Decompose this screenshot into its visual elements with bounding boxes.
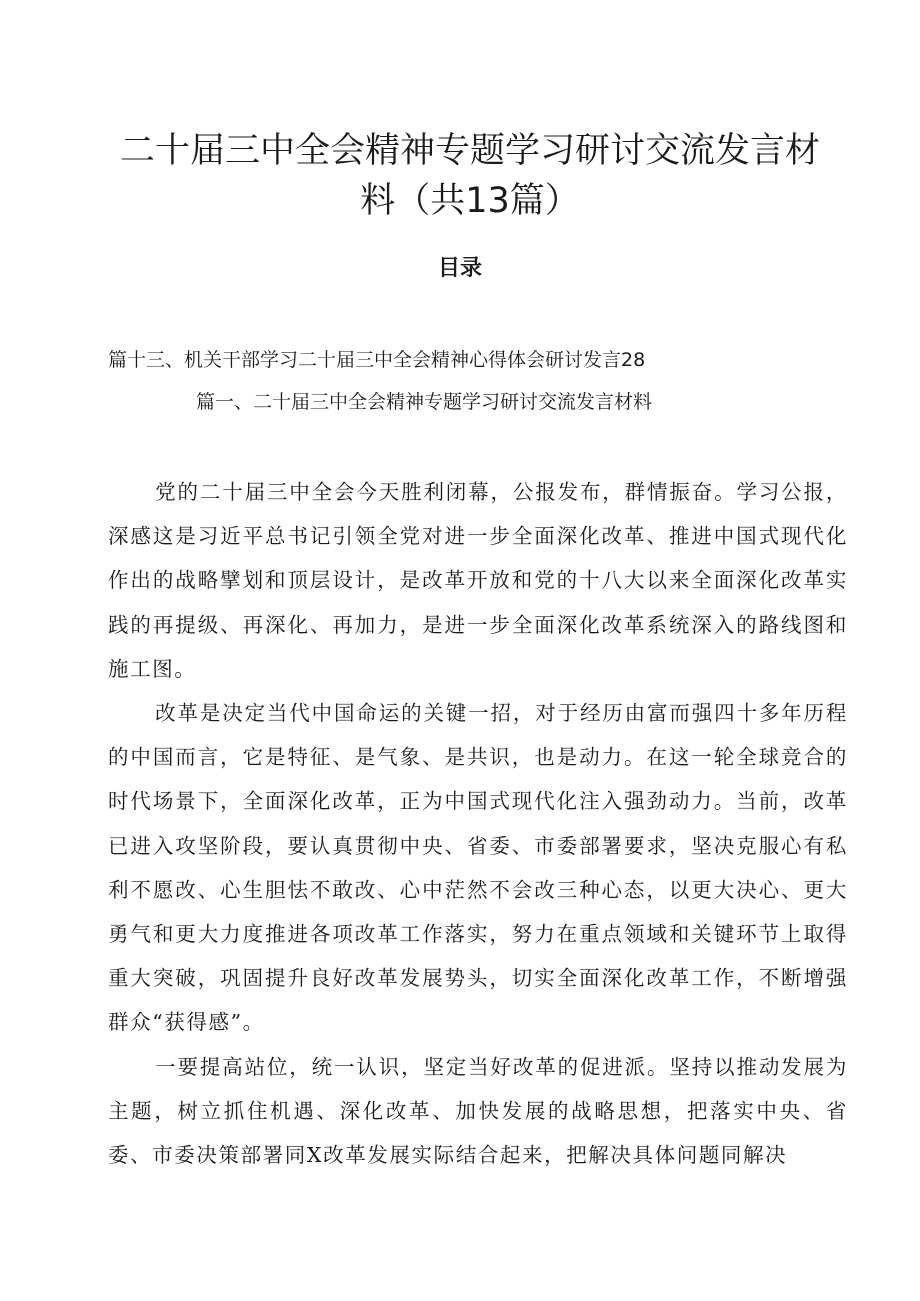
paragraph: 党的二十届三中全会今天胜利闭幕，公报发布，群情振奋。学习公报，深感这是习近平总书记引领全党对进一步全面深化改革、推进中国式现代化作出的战略擘划和顶层设计，是改革开放和党的十八大以来全面深化改革实践的再提级、再深化、再加力，是进一步全面深化改革系统深入的路线图和施工图。	[108, 480, 848, 681]
document-title: 二十届三中全会精神专题学习研讨交流发言材料（共13篇）	[120, 131, 821, 221]
paragraph: 改革是决定当代中国命运的关键一招，对于经历由富而强四十多年历程的中国而言，它是特征、是气象、是共识，也是动力。在这一轮全球竞合的时代场景下，全面深化改革，正为中国式现代化注入强劲动力。当前，改革已进入攻坚阶段，要认真贯彻中央、省委、市委部署要求，坚决克服心有私利不愿改、心生胆怯不敢改、心中茫然不会改三种心态，以更大决心、更大勇气和更大力度推进各项改革工作落实，努力在重点领域和关键环节上取得重大突破，巩固提升良好改革发展势头，切实全面深化改革工作，不断增强群众“获得感”。	[108, 701, 848, 1035]
toc-heading: 目录	[437, 256, 482, 281]
body-text	[108, 470, 848, 1177]
section-title: 篇一、二十届三中全会精神专题学习研讨交流发言材料	[196, 391, 653, 413]
paragraph: 一要提高站位，统一认识，坚定当好改革的促进派。坚持以推动发展为主题，树立抓住机遇、深化改革、加快发展的战略思想，把落实中央、省委、市委决策部署同X改革发展实际结合起来，把解决具体问题同解决	[108, 1054, 848, 1168]
toc-entry[interactable]: 篇十三、机关干部学习二十届三中全会精神心得体会研讨发言28	[108, 349, 646, 371]
